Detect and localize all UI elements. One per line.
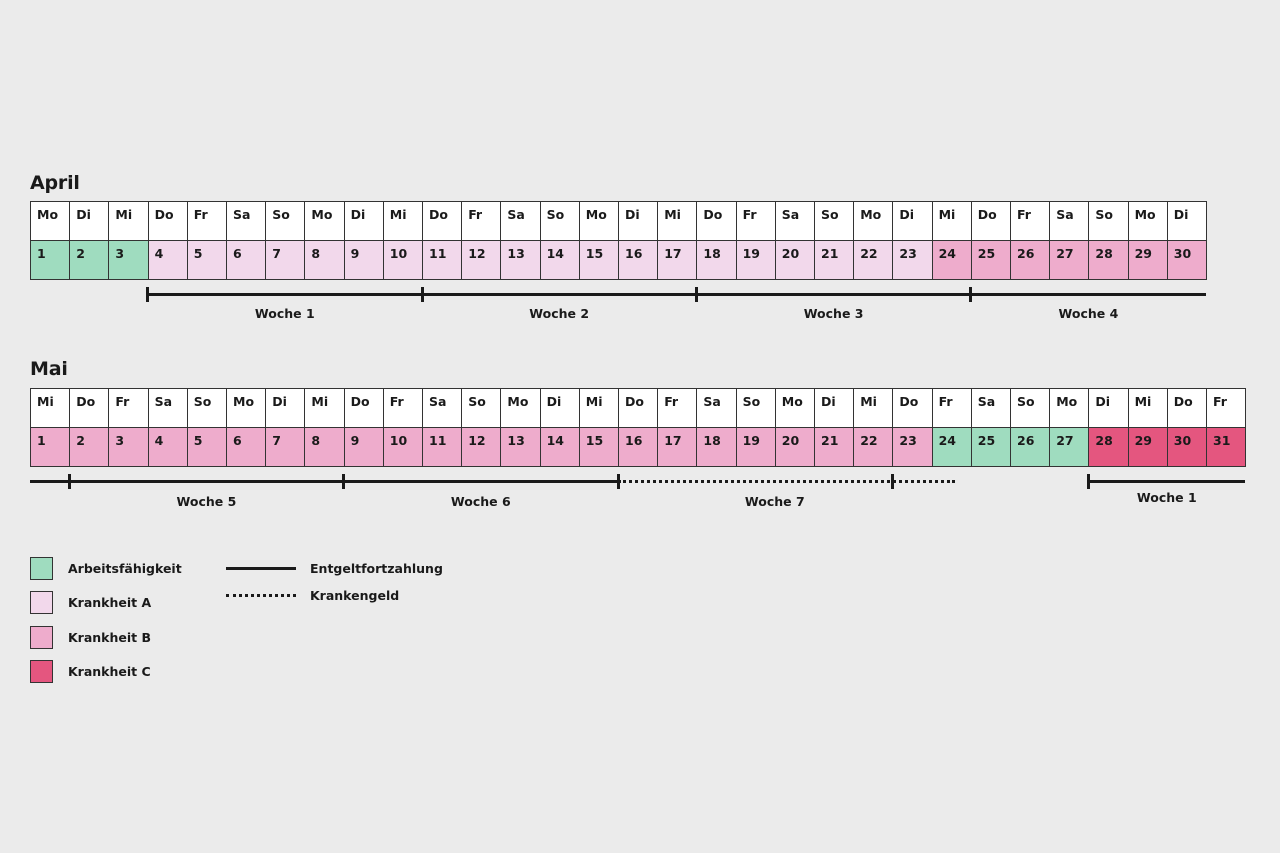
weekday-cell: Mi	[108, 201, 148, 241]
day-cell: 23	[892, 427, 932, 467]
weekday-cell: Fr	[383, 388, 423, 428]
weekday-cell: So	[540, 201, 580, 241]
day-cell: 8	[304, 240, 344, 280]
weekday-cell: Sa	[226, 201, 266, 241]
weekday-cell: Mi	[383, 201, 423, 241]
weekday-cell: Mi	[1128, 388, 1168, 428]
weekday-cell: Fr	[736, 201, 776, 241]
week-label: Woche 5	[176, 494, 237, 509]
day-cell: 7	[265, 240, 305, 280]
weekday-cell: Mo	[226, 388, 266, 428]
day-cell: 30	[1167, 427, 1207, 467]
day-cell: 28	[1088, 240, 1128, 280]
weekday-cell: Mi	[932, 201, 972, 241]
day-cell: 3	[108, 240, 148, 280]
day-cell: 15	[579, 240, 619, 280]
day-cell: 5	[187, 240, 227, 280]
day-cell: 19	[736, 427, 776, 467]
day-cell: 9	[344, 427, 384, 467]
day-cell: 11	[422, 240, 462, 280]
week-label: Woche 4	[1058, 306, 1119, 321]
weekday-cell: Sa	[148, 388, 188, 428]
weekday-cell: Mo	[304, 201, 344, 241]
day-cell: 25	[971, 427, 1011, 467]
day-cell: 6	[226, 427, 266, 467]
weekday-cell: So	[1010, 388, 1050, 428]
day-cell: 21	[814, 240, 854, 280]
weekday-cell: Mi	[853, 388, 893, 428]
day-cell: 6	[226, 240, 266, 280]
weekday-cell: Sa	[422, 388, 462, 428]
weekday-cell: Do	[892, 388, 932, 428]
week-tick	[146, 287, 149, 302]
weekday-cell: Sa	[696, 388, 736, 428]
weekday-cell: Do	[344, 388, 384, 428]
day-cell: 12	[461, 427, 501, 467]
weekday-cell: Sa	[971, 388, 1011, 428]
day-cell: 18	[696, 427, 736, 467]
weekday-cell: So	[461, 388, 501, 428]
legend-swatch	[30, 591, 53, 614]
entgeltfortzahlung-line	[344, 480, 618, 483]
day-cell: 31	[1206, 427, 1246, 467]
week-label: Woche 3	[803, 306, 864, 321]
weekday-cell: Sa	[1049, 201, 1089, 241]
entgeltfortzahlung-line	[422, 293, 696, 296]
day-cell: 24	[932, 240, 972, 280]
day-cell: 3	[108, 427, 148, 467]
weekday-cell: So	[736, 388, 776, 428]
week-label: Woche 7	[744, 494, 805, 509]
week-label: Woche 2	[529, 306, 590, 321]
day-cell: 24	[932, 427, 972, 467]
weekday-cell: Fr	[461, 201, 501, 241]
entgeltfortzahlung-line	[148, 293, 422, 296]
legend-swatch	[30, 557, 53, 580]
week-label: Woche 1	[1136, 490, 1197, 505]
weekday-cell: Mo	[1128, 201, 1168, 241]
weekday-cell: Di	[1167, 201, 1207, 241]
weekday-cell: Di	[69, 201, 109, 241]
weekday-cell: Do	[148, 201, 188, 241]
weekday-cell: Mi	[579, 388, 619, 428]
weekday-cell: Sa	[775, 201, 815, 241]
day-cell: 30	[1167, 240, 1207, 280]
weekday-cell: Do	[971, 201, 1011, 241]
weekday-cell: Fr	[187, 201, 227, 241]
legend-swatch	[30, 626, 53, 649]
weekday-cell: Mo	[579, 201, 619, 241]
day-cell: 25	[971, 240, 1011, 280]
day-cell: 14	[540, 240, 580, 280]
day-cell: 27	[1049, 240, 1089, 280]
day-cell: 10	[383, 427, 423, 467]
day-cell: 16	[618, 240, 658, 280]
legend-label: Krankheit A	[68, 595, 152, 610]
weekday-cell: Do	[696, 201, 736, 241]
weekday-cell: Fr	[932, 388, 972, 428]
weekday-cell: Mi	[657, 201, 697, 241]
entgeltfortzahlung-line	[696, 293, 970, 296]
day-cell: 22	[853, 240, 893, 280]
weekday-cell: Di	[540, 388, 580, 428]
day-cell: 4	[148, 427, 188, 467]
day-cell: 20	[775, 240, 815, 280]
weekday-cell: Mo	[30, 201, 70, 241]
weekday-cell: Di	[344, 201, 384, 241]
weekday-cell: Fr	[108, 388, 148, 428]
weekday-cell: Di	[814, 388, 854, 428]
day-cell: 8	[304, 427, 344, 467]
month-title-mai: Mai	[30, 358, 68, 380]
weekday-cell: Mi	[30, 388, 70, 428]
legend-line-label: Krankengeld	[310, 588, 400, 603]
day-cell: 17	[657, 240, 697, 280]
day-cell: 9	[344, 240, 384, 280]
legend-line-label: Entgeltfortzahlung	[310, 561, 443, 576]
day-cell: 4	[148, 240, 188, 280]
legend-solid-line	[226, 567, 296, 570]
weekday-cell: Fr	[1010, 201, 1050, 241]
entgeltfortzahlung-line	[971, 293, 1206, 296]
weekday-cell: Mo	[1049, 388, 1089, 428]
legend-swatch	[30, 660, 53, 683]
day-cell: 29	[1128, 240, 1168, 280]
legend-label: Krankheit B	[68, 630, 152, 645]
day-cell: 14	[540, 427, 580, 467]
entgeltfortzahlung-line	[1088, 480, 1245, 483]
day-cell: 13	[500, 240, 540, 280]
weekday-cell: So	[265, 201, 305, 241]
day-cell: 21	[814, 427, 854, 467]
day-cell: 27	[1049, 427, 1089, 467]
day-cell: 28	[1088, 427, 1128, 467]
weekday-cell: Di	[1088, 388, 1128, 428]
day-cell: 1	[30, 427, 70, 467]
legend-label: Krankheit C	[68, 664, 151, 679]
weekday-cell: Di	[618, 201, 658, 241]
day-cell: 18	[696, 240, 736, 280]
weekday-cell: Mo	[500, 388, 540, 428]
day-cell: 17	[657, 427, 697, 467]
weekday-cell: Fr	[1206, 388, 1246, 428]
day-cell: 15	[579, 427, 619, 467]
weekday-cell: Do	[1167, 388, 1207, 428]
day-cell: 2	[69, 240, 109, 280]
day-cell: 2	[69, 427, 109, 467]
day-cell: 23	[892, 240, 932, 280]
day-cell: 19	[736, 240, 776, 280]
day-cell: 7	[265, 427, 305, 467]
weekday-cell: Mi	[304, 388, 344, 428]
weekday-cell: Fr	[657, 388, 697, 428]
month-title-april: April	[30, 172, 80, 194]
week-tick	[1087, 474, 1090, 489]
krankengeld-line	[618, 480, 955, 483]
week-label: Woche 1	[254, 306, 315, 321]
day-cell: 1	[30, 240, 70, 280]
day-cell: 20	[775, 427, 815, 467]
week-label: Woche 6	[450, 494, 511, 509]
legend-label: Arbeitsfähigkeit	[68, 561, 182, 576]
day-cell: 5	[187, 427, 227, 467]
day-cell: 22	[853, 427, 893, 467]
weekday-cell: Mo	[853, 201, 893, 241]
weekday-cell: Do	[618, 388, 658, 428]
weekday-cell: Di	[265, 388, 305, 428]
weekday-cell: Sa	[500, 201, 540, 241]
day-cell: 16	[618, 427, 658, 467]
week-tick	[891, 474, 894, 489]
day-cell: 10	[383, 240, 423, 280]
weekday-cell: So	[1088, 201, 1128, 241]
day-cell: 26	[1010, 240, 1050, 280]
entgeltfortzahlung-line	[30, 480, 344, 483]
day-cell: 12	[461, 240, 501, 280]
day-cell: 26	[1010, 427, 1050, 467]
weekday-cell: Di	[892, 201, 932, 241]
weekday-cell: Do	[422, 201, 462, 241]
weekday-cell: Do	[69, 388, 109, 428]
day-cell: 29	[1128, 427, 1168, 467]
day-cell: 11	[422, 427, 462, 467]
weekday-cell: So	[187, 388, 227, 428]
day-cell: 13	[500, 427, 540, 467]
weekday-cell: So	[814, 201, 854, 241]
week-tick	[68, 474, 71, 489]
legend-dotted-line	[226, 594, 296, 597]
weekday-cell: Mo	[775, 388, 815, 428]
legend	[30, 557, 480, 687]
